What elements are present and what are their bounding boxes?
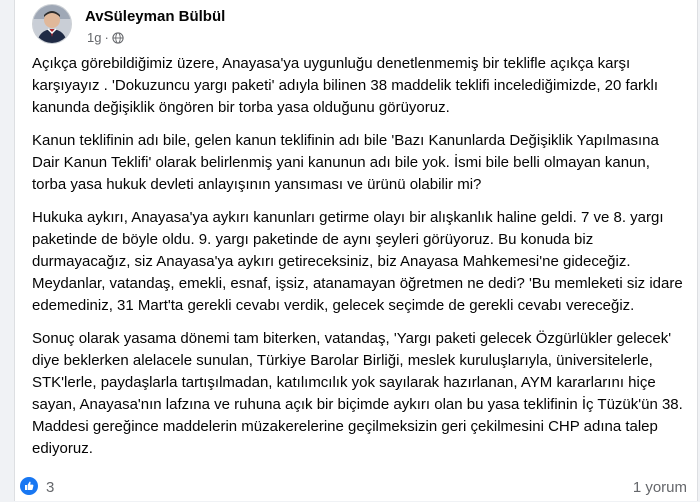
post-body <box>32 53 687 471</box>
post-paragraph: Açıkça görebildiğimiz üzere, Anayasa'ya uygunluğu denetlenmemiş bir teklifle açıkça karşı karşıyayız . 'Dokuzuncu yargı paketi' adıyla bilinen 38 maddelik teklifi incelediğimizde, 20 farklı kanunda değişiklik öngören bir torba yasa olduğunu görüyoruz. <box>32 55 659 116</box>
post-header <box>32 4 672 48</box>
post-card <box>14 0 698 501</box>
like-count[interactable]: 3 <box>46 479 55 496</box>
post-meta <box>87 30 124 47</box>
globe-icon <box>112 32 124 47</box>
author-name[interactable]: AvSüleyman Bülbül <box>85 8 226 25</box>
post-paragraph: Hukuka aykırı, Anayasa'ya aykırı kanunları getirme olayı bir alışkanlık haline geldi. 7 ve 8. yargı paketinde de böyle oldu. 9. yargı paketinde de aynı şeyleri görüyoruz. Bu konuda biz durmayacağız, siz Anayasa'ya aykırı getireceksiniz, biz Anayasa Mahkemesi'ne gideceğiz. Meydanlar, vatandaş, emekli, esnaf, işsiz, atanamayan öğretmen ne dedi? 'Bu memleketi siz idare edemediniz, 31 Mart'ta gerekli cevabı verdik, gelecek seçimde de gerekli cevabı vereceğiz. <box>32 209 683 314</box>
avatar[interactable] <box>32 4 72 44</box>
like-icon[interactable] <box>20 477 38 495</box>
post-time[interactable]: 1g <box>87 30 102 45</box>
post-paragraph: Sonuç olarak yasama dönemi tam biterken, vatandaş, 'Yargı paketi gelecek Özgürlükler gelecek' diye beklerken alelacele sunulan, Türkiye Barolar Birliği, meslek kuruluşlarıyla, üniversitelerle, STK'lerle, paydaşlarla tartışılmadan, katılımcılık yok sayılarak hazırlanan, AYM kararlarını hiçe sayan, Anayasa'nın lafzına ve ruhuna açık bir biçimde aykırı olan bu yasa teklifinin İç Tüzük'ün 38. Maddesi gereğince maddelerin müzakerelerine geçilmeksizin geri çekilmesini CHP adına talep ediyoruz. <box>32 330 683 457</box>
comment-count[interactable]: 1 yorum <box>632 479 687 496</box>
meta-separator: · <box>104 30 109 45</box>
post-footer <box>15 468 697 502</box>
post-paragraph: Kanun teklifinin adı bile, gelen kanun teklifinin adı bile 'Bazı Kanunlarda Değişiklik Yapılmasına Dair Kanun Teklifi' olarak belirlenmiş yani kanunun adı bile yok. İsmi bile belli olmayan kanun, torba yasa hukuk devleti anlayışının yansıması ve ürünü olabilir mi? <box>32 132 659 193</box>
